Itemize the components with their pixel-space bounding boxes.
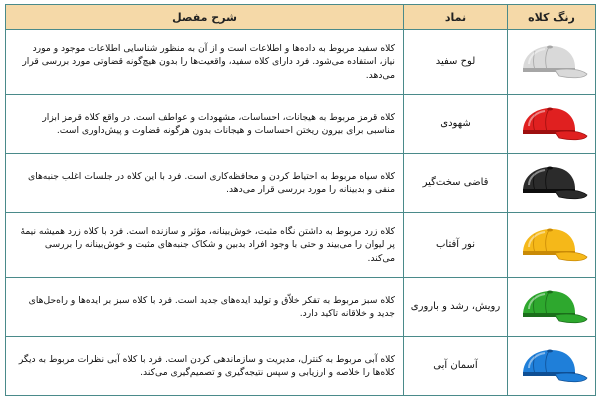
- cap-button: [547, 349, 553, 352]
- hat-color-cell: [508, 30, 596, 95]
- cap-brim: [555, 190, 587, 199]
- white-cap-icon: [515, 42, 589, 82]
- description-cell: کلاه سفید مربوط به داده‌ها و اطلاعات است و از آن به منظور شناسایی اطلاعات موجود و مورد نیاز، استفاده می‌شود. فرد دارای کلاه سفید، واقعیت‌ها را بدون هیچ‌گونه قضاوتی مورد بررسی قرار می‌دهد.: [6, 30, 404, 95]
- hat-color-cell: [508, 336, 596, 395]
- cap-brim: [555, 373, 587, 382]
- description-cell: کلاه قرمز مربوط به هیجانات، احساسات، مشهودات و عواطف است. در واقع کلاه قرمز ابزار مناسبی برای بیرون ریختن احساسات و هیجانات بدون هرگونه قضاوت و پیش‌داوری است.: [6, 94, 404, 153]
- hat-color-cell: [508, 277, 596, 336]
- table-row: [6, 30, 596, 95]
- red-cap-icon: [515, 104, 589, 144]
- header-hat-color: رنگ کلاه: [508, 5, 596, 30]
- blue-cap-icon: [515, 346, 589, 386]
- green-cap-icon: [515, 287, 589, 327]
- six-hats-table-frame: [5, 4, 595, 396]
- table-row: [6, 336, 596, 395]
- symbol-cell: قاضی سخت‌گیر: [404, 153, 508, 212]
- header-symbol: نماد: [404, 5, 508, 30]
- description-cell: کلاه سبز مربوط به تفکر خلاّق و تولید ایده‌های جدید است. فرد با کلاه سبز بر ایده‌ها و راه‌حل‌های جدید و خلاقانه تاکید دارد.: [6, 277, 404, 336]
- symbol-cell: شهودی: [404, 94, 508, 153]
- symbol-cell: آسمان آبی: [404, 336, 508, 395]
- symbol-cell: رویش، رشد و باروری: [404, 277, 508, 336]
- hat-color-cell: [508, 94, 596, 153]
- cap-button: [547, 228, 553, 231]
- table-row: [6, 277, 596, 336]
- cap-button: [547, 166, 553, 169]
- cap-brim: [555, 314, 587, 323]
- cap-button: [547, 290, 553, 293]
- cap-brim: [555, 252, 587, 261]
- table-row: [6, 153, 596, 212]
- symbol-cell: نور آفتاب: [404, 212, 508, 277]
- hat-color-cell: [508, 212, 596, 277]
- header-row: [6, 5, 596, 30]
- cap-brim: [555, 69, 587, 78]
- symbol-cell: لوح سفید: [404, 30, 508, 95]
- hat-color-cell: [508, 153, 596, 212]
- header-description: شرح مفصل: [6, 5, 404, 30]
- description-cell: کلاه زرد مربوط به داشتن نگاه مثبت، خوش‌بینانه، مؤثر و سازنده است. فرد با کلاه زرد همیشه نیمهٔ پر لیوان را می‌بیند و حتی با وجود افراد بدبین و شکاک جنبه‌های مثبت و خوش‌بینانه را بررسی می‌کند.: [6, 212, 404, 277]
- description-cell: کلاه سیاه مربوط به احتیاط کردن و محافظه‌کاری است. فرد با این کلاه در جلسات اغلب جنبه‌های منفی و بدبینانه را مورد بررسی قرار می‌دهد.: [6, 153, 404, 212]
- yellow-cap-icon: [515, 225, 589, 265]
- black-cap-icon: [515, 163, 589, 203]
- description-cell: کلاه آبی مربوط به کنترل، مدیریت و سازماندهی کردن است. فرد با کلاه آبی نظرات مربوط به دیگر کلاه‌ها را خلاصه و ارزیابی و سپس نتیجه‌گیری و تصمیم‌گیری می‌کند.: [6, 336, 404, 395]
- cap-button: [547, 45, 553, 48]
- cap-brim: [555, 131, 587, 140]
- table-row: [6, 94, 596, 153]
- table-row: [6, 212, 596, 277]
- six-thinking-hats-table: [5, 4, 596, 396]
- cap-button: [547, 107, 553, 110]
